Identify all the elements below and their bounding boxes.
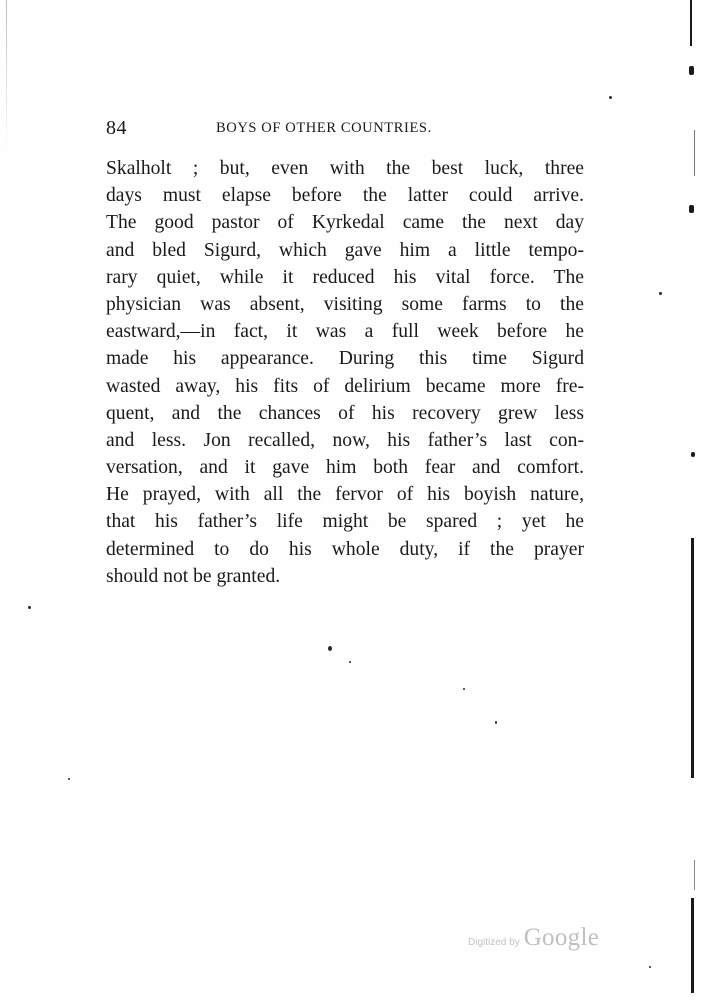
gutter-mark [694, 860, 695, 890]
dust-speck [609, 96, 612, 99]
text-line: The good pastor of Kyrkedal came the next day [106, 212, 584, 234]
google-logo: Google [523, 924, 600, 951]
text-line: and less. Jon recalled, now, his father’s last con- [106, 429, 584, 451]
body-paragraph [106, 155, 584, 590]
dust-speck [495, 721, 497, 724]
dust-speck [659, 292, 662, 295]
dust-speck [463, 688, 465, 690]
text-line: physician was absent, visiting some farms to the [106, 293, 584, 315]
text-line: eastward,—in fact, it was a full week before he [106, 321, 584, 343]
gutter-mark [690, 0, 692, 46]
running-head [106, 117, 584, 139]
dust-speck [328, 646, 332, 651]
gutter-mark [694, 130, 695, 176]
digitized-watermark [468, 924, 599, 954]
text-line: wasted away, his fits of delirium became more fre- [106, 375, 584, 397]
gutter-mark [689, 66, 694, 75]
dust-speck [68, 778, 70, 780]
running-title: BOYS OF OTHER COUNTRIES. [216, 120, 432, 136]
page-number: 84 [106, 117, 127, 139]
gutter-mark [689, 205, 694, 213]
text-line: Skalholt ; but, even with the best luck, three [106, 158, 584, 179]
text-line: made his appearance. During this time Sigurd [106, 348, 584, 370]
text-line: determined to do his whole duty, if the prayer [106, 538, 584, 560]
text-line: should not be granted. [106, 565, 281, 587]
text-line: that his father’s life might be spared ; yet he [106, 511, 584, 533]
watermark-prefix: Digitized by [468, 937, 520, 948]
text-line: quent, and the chances of his recovery grew less [106, 402, 584, 424]
text-line: and bled Sigurd, which gave him a little tempo- [106, 239, 584, 261]
text-line: rary quiet, while it reduced his vital force. The [106, 266, 584, 288]
text-line: He prayed, with all the fervor of his boyish nature, [106, 484, 584, 506]
gutter-mark [691, 452, 695, 457]
scan-edge-line [6, 0, 7, 150]
text-line: versation, and it gave him both fear and comfort. [106, 457, 584, 479]
dust-speck [28, 606, 31, 609]
gutter-mark [691, 538, 694, 778]
text-line: days must elapse before the latter could arrive. [106, 185, 584, 207]
dust-speck [649, 966, 651, 968]
gutter-mark [691, 898, 694, 993]
dust-speck [349, 661, 351, 663]
